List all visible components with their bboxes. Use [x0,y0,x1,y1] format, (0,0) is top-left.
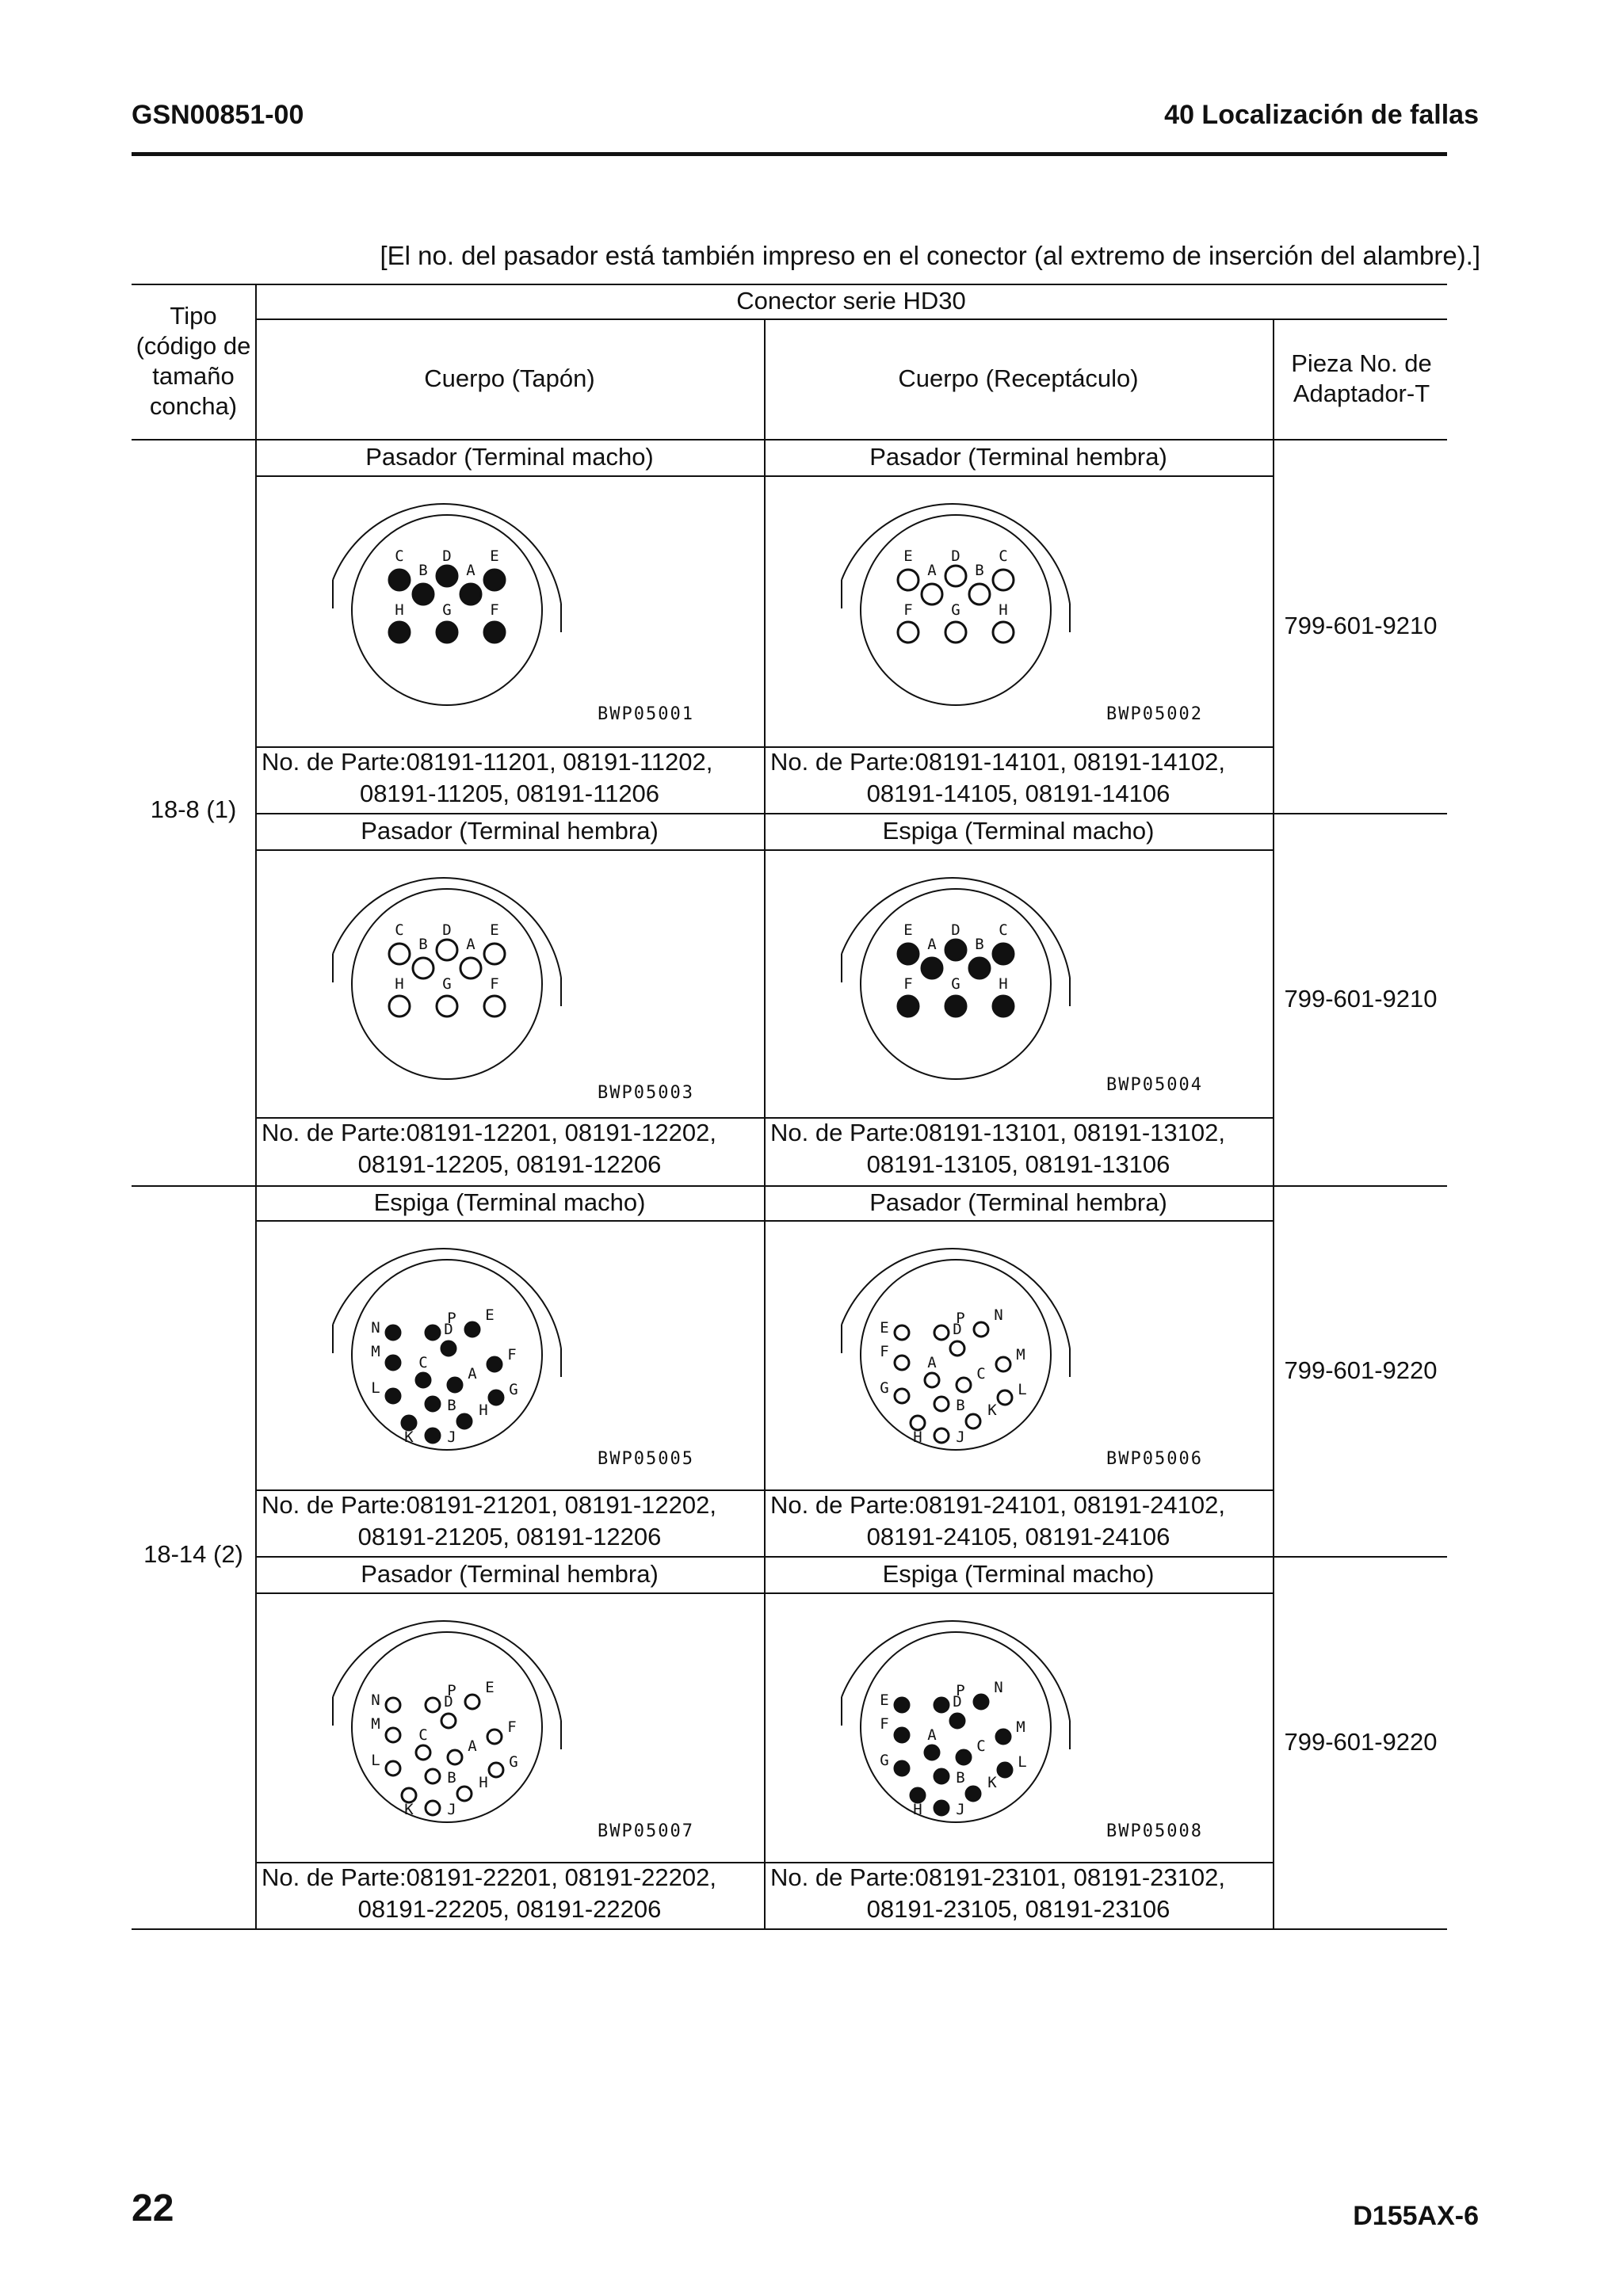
pin-D [437,940,457,960]
pin-B [413,584,433,605]
drawing-code: BWP05007 [598,1821,694,1841]
receptacle-part-numbers [764,1489,1273,1553]
connector-diagram-plug-14pin-male [257,1222,764,1489]
pin-label: F [507,1718,517,1736]
receptacle-part-numbers [764,746,1273,810]
machine-model: D155AX-6 [1353,2201,1479,2231]
part-number-line: 08191-13105, 08191-13106 [866,1150,1170,1178]
pin-A [925,1745,939,1760]
pin-label: D [953,1321,962,1338]
connector-diagram-plug-8pin-female [257,851,764,1117]
pin-label: G [509,1381,518,1398]
pin-label: H [479,1774,488,1791]
pin-label: C [395,547,404,565]
plug-column-header: Cuerpo (Tapón) [424,364,595,392]
drawing-code: BWP05002 [1106,704,1203,724]
part-number-line: 08191-14105, 08191-14106 [866,780,1170,807]
pin-label: L [371,1379,380,1397]
pin-B [934,1769,949,1783]
pin-C [416,1745,430,1760]
pin-L [386,1761,400,1775]
receptacle-column-header: Cuerpo (Receptáculo) [898,364,1139,392]
pin-D [950,1341,964,1356]
pin-label: K [404,1428,414,1446]
pin-label: C [999,547,1008,565]
part-number-line: No. de Parte:08191-21201, 08191-12202, [262,1491,716,1519]
table-rule-bottom [132,1928,1447,1930]
pin-label: E [903,921,913,939]
pin-label: J [956,1428,965,1446]
pin-G [945,622,966,643]
part-number-line: No. de Parte:08191-24101, 08191-24102, [770,1491,1225,1519]
part-number-line: No. de Parte:08191-12201, 08191-12202, [262,1119,716,1146]
pin-label: E [490,921,499,939]
pin-number-note: [El no. del pasador está también impreso en el conector (al extremo de inserción del alambre).] [380,241,1480,270]
pin-M [996,1357,1010,1371]
pin-label: H [913,1428,922,1446]
pin-L [386,1389,400,1403]
receptacle-part-numbers [764,1862,1273,1925]
connector-diagram-receptacle-8pin-male [766,851,1273,1117]
pin-J [934,1428,949,1443]
adapter-part-number: 799-601-9220 [1284,1728,1438,1756]
drawing-code: BWP05001 [598,704,694,724]
connector-diagram-plug-8pin-male [257,477,764,746]
pin-label: A [927,562,937,579]
pin-E [465,1695,479,1709]
pin-label: H [913,1801,922,1818]
pin-L [998,1763,1012,1777]
part-number-line: 08191-11205, 08191-11206 [359,780,660,807]
pin-J [934,1801,949,1815]
pin-label: C [395,921,404,939]
pin-F [487,1730,502,1744]
pin-label: J [447,1428,456,1446]
plug-terminal-label: Pasador (Terminal hembra) [361,817,659,845]
pin-P [934,1325,949,1340]
drawing-code: BWP05008 [1106,1821,1203,1841]
pin-label: L [1018,1753,1027,1771]
part-number-line: 08191-23105, 08191-23106 [866,1895,1170,1923]
pin-E [484,944,505,964]
pin-label: P [956,1310,965,1327]
pin-label: D [442,921,452,939]
pin-label: D [953,1693,962,1711]
pin-D [437,566,457,586]
pin-N [974,1695,988,1709]
receptacle-terminal-label: Pasador (Terminal hembra) [869,443,1167,471]
pin-G [945,996,966,1016]
part-number-line: No. de Parte:08191-23101, 08191-23102, [770,1863,1225,1891]
adapter-column-header: Pieza No. de Adaptador-T [1291,349,1432,407]
pin-J [426,1801,440,1815]
pin-G [895,1761,909,1775]
pin-label: F [903,601,913,619]
connector-diagram-receptacle-14pin-female [766,1222,1273,1489]
pin-label: H [395,601,404,619]
pin-B [969,584,990,605]
pin-label: H [999,601,1008,619]
pin-label: C [418,1354,428,1371]
pin-label: M [1016,1346,1025,1363]
pin-G [895,1389,909,1403]
pin-H [389,996,410,1016]
pin-D [441,1714,456,1728]
pin-B [426,1769,440,1783]
pin-B [969,958,990,978]
pin-label: A [468,1365,477,1383]
connector-series-title: Conector serie HD30 [736,287,966,315]
section-title: 40 Localización de fallas [1164,100,1479,130]
pin-H [389,622,410,643]
pin-label: K [987,1774,997,1791]
pin-label: B [975,936,984,953]
receptacle-terminal-label: Pasador (Terminal hembra) [869,1188,1167,1216]
pin-G [489,1763,503,1777]
part-number-line: No. de Parte:08191-11201, 08191-11202, [262,748,713,776]
pin-C [416,1373,430,1387]
pin-label: F [490,601,499,619]
pin-A [922,958,942,978]
part-number-line: 08191-22205, 08191-22206 [357,1895,662,1923]
pin-label: B [418,562,428,579]
pin-C [993,570,1014,590]
pin-H [993,622,1014,643]
pin-label: N [994,1306,1003,1324]
drawing-code: BWP05005 [598,1449,694,1469]
plug-terminal-label: Pasador (Terminal hembra) [361,1560,659,1588]
plug-part-numbers [255,1117,764,1180]
pin-E [465,1322,479,1337]
pin-label: C [976,1737,986,1755]
pin-D [441,1341,456,1356]
pin-N [386,1698,400,1712]
pin-A [922,584,942,605]
pin-P [426,1698,440,1712]
pin-label: N [371,1319,380,1337]
pin-B [413,958,433,978]
plug-part-numbers [255,1489,764,1553]
pin-label: G [880,1752,889,1769]
drawing-code: BWP05006 [1106,1449,1203,1469]
pin-C [957,1750,971,1764]
pin-label: M [1016,1718,1025,1736]
pin-label: E [485,1679,495,1696]
pin-label: L [1018,1381,1027,1398]
pin-label: F [880,1343,889,1360]
drawing-code: BWP05004 [1106,1075,1203,1095]
pin-B [934,1397,949,1411]
part-number-line: 08191-12205, 08191-12206 [357,1150,662,1178]
pin-E [895,1698,909,1712]
pin-label: J [956,1801,965,1818]
pin-label: G [442,601,452,619]
pin-B [426,1397,440,1411]
pin-label: C [999,921,1008,939]
pin-label: A [466,936,475,953]
pin-label: P [447,1310,456,1327]
pin-label: A [927,1726,937,1744]
pin-label: G [951,601,960,619]
pin-A [460,958,481,978]
connector-diagram-receptacle-14pin-male [766,1594,1273,1862]
receptacle-terminal-label: Espiga (Terminal macho) [882,1560,1155,1588]
plug-part-numbers [255,1862,764,1925]
pin-label: D [951,921,960,939]
pin-C [993,944,1014,964]
pin-label: M [371,1715,380,1733]
pin-label: N [371,1691,380,1709]
pin-C [957,1378,971,1392]
pin-F [895,1356,909,1370]
pin-F [895,1728,909,1742]
part-number-line: No. de Parte:08191-13101, 08191-13102, [770,1119,1225,1146]
pin-label: B [975,562,984,579]
pin-label: N [994,1679,1003,1696]
pin-F [487,1357,502,1371]
part-number-line: No. de Parte:08191-22201, 08191-22202, [262,1863,716,1891]
pin-label: P [956,1682,965,1699]
type-column-header: Tipo (código de tamaño concha) [136,302,251,420]
drawing-code: BWP05003 [598,1083,694,1103]
pin-label: B [956,1769,965,1787]
pin-label: F [903,975,913,993]
pin-label: B [447,1769,456,1787]
pin-E [898,570,918,590]
pin-A [925,1373,939,1387]
adapter-part-number: 799-601-9210 [1284,985,1438,1013]
pin-label: G [951,975,960,993]
adapter-part-number: 799-601-9210 [1284,612,1438,639]
pin-K [966,1787,980,1801]
plug-terminal-label: Espiga (Terminal macho) [373,1188,646,1216]
pin-label: C [418,1726,428,1744]
pin-label: D [442,547,452,565]
part-number-line: 08191-21205, 08191-12206 [357,1523,662,1550]
pin-label: F [880,1715,889,1733]
pin-label: G [880,1379,889,1397]
connector-diagram-plug-14pin-female [257,1594,764,1862]
pin-label: F [507,1346,517,1363]
pin-A [448,1378,462,1392]
pin-L [998,1390,1012,1405]
pin-label: E [880,1691,889,1709]
pin-label: H [999,975,1008,993]
pin-G [437,622,457,643]
adapter-part-number: 799-601-9220 [1284,1356,1438,1384]
pin-label: D [444,1321,453,1338]
pin-label: P [447,1682,456,1699]
pin-label: G [509,1753,518,1771]
pin-D [945,566,966,586]
document-code: GSN00851-00 [132,100,304,130]
pin-A [460,584,481,605]
pin-A [448,1750,462,1764]
connector-diagram-receptacle-8pin-female [766,477,1273,746]
pin-H [993,996,1014,1016]
pin-G [437,996,457,1016]
pin-label: B [418,936,428,953]
pin-label: H [395,975,404,993]
pin-F [898,622,918,643]
pin-H [457,1414,472,1428]
pin-label: A [927,936,937,953]
pin-M [386,1356,400,1370]
pin-E [484,570,505,590]
pin-D [950,1714,964,1728]
pin-label: H [479,1402,488,1419]
pin-E [898,944,918,964]
pin-label: G [442,975,452,993]
pin-label: L [371,1752,380,1769]
pin-label: F [490,975,499,993]
pin-F [898,996,918,1016]
pin-label: A [927,1354,937,1371]
pin-J [426,1428,440,1443]
pin-label: K [404,1801,414,1818]
pin-label: B [956,1397,965,1414]
pin-label: D [444,1693,453,1711]
pin-M [996,1730,1010,1744]
pin-label: E [903,547,913,565]
shell-size-18-14: 18-14 (2) [143,1540,243,1568]
pin-G [489,1390,503,1405]
pin-H [457,1787,472,1801]
pin-D [945,940,966,960]
pin-C [389,944,410,964]
pin-label: E [880,1319,889,1337]
part-number-line: No. de Parte:08191-14101, 08191-14102, [770,748,1225,776]
pin-F [484,622,505,643]
pin-label: D [951,547,960,565]
pin-label: E [490,547,499,565]
receptacle-terminal-label: Espiga (Terminal macho) [882,817,1155,845]
pin-N [974,1322,988,1337]
pin-M [386,1728,400,1742]
pin-label: C [976,1365,986,1383]
pin-E [895,1325,909,1340]
pin-label: K [987,1402,997,1419]
plug-terminal-label: Pasador (Terminal macho) [365,443,654,471]
pin-P [934,1698,949,1712]
pin-C [389,570,410,590]
pin-label: M [371,1343,380,1360]
shell-size-18-8: 18-8 (1) [150,795,237,823]
pin-P [426,1325,440,1340]
pin-N [386,1325,400,1340]
part-number-line: 08191-24105, 08191-24106 [866,1523,1170,1550]
pin-label: A [468,1737,477,1755]
receptacle-part-numbers [764,1117,1273,1180]
pin-label: E [485,1306,495,1324]
pin-K [966,1414,980,1428]
pin-F [484,996,505,1016]
page-number: 22 [132,2187,174,2229]
pin-label: J [447,1801,456,1818]
pin-label: A [466,562,475,579]
pin-label: B [447,1397,456,1414]
plug-part-numbers [255,746,764,810]
